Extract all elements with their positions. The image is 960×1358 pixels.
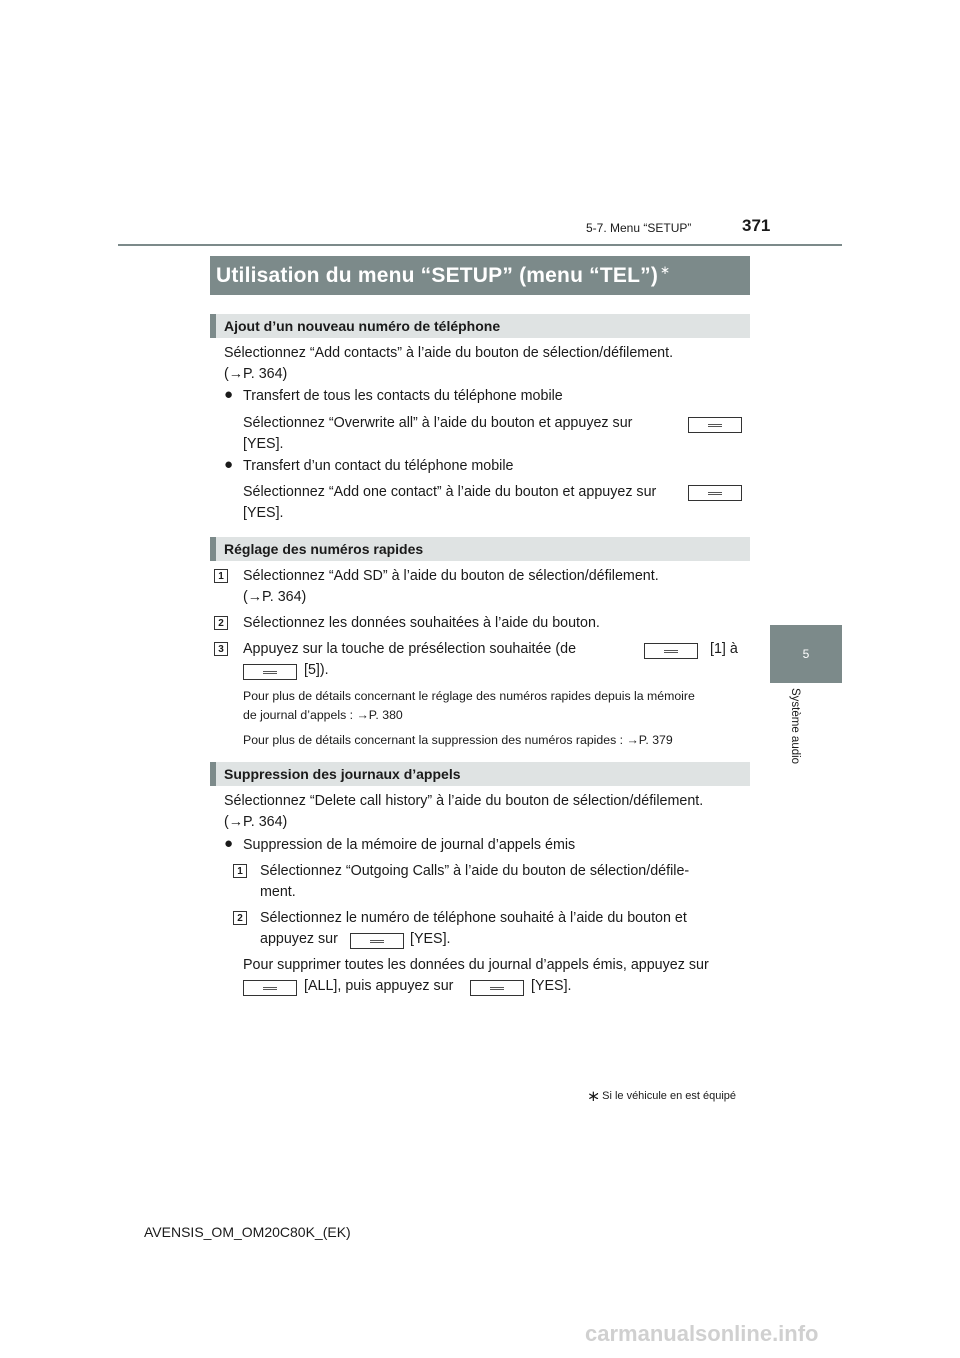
section3-step2-line1: Sélectionnez le numéro de téléphone souhaité à l’aide du bouton et	[260, 910, 687, 926]
watermark: carmanualsonline.info	[585, 1321, 819, 1346]
header-section-title: 5-7. Menu “SETUP”	[586, 221, 692, 235]
section2-step1-line1: Sélectionnez “Add SD” à l’aide du bouton de sélection/défilement.	[243, 568, 659, 584]
page-number: 371	[742, 216, 771, 235]
section1-bullet1: Transfert de tous les contacts du téléphone mobile	[243, 388, 563, 404]
section1-bullet1-line2: [YES].	[243, 436, 284, 452]
section1-bullet2: Transfert d’un contact du téléphone mobile	[243, 458, 514, 474]
section-heading-delete-call-history: Suppression des journaux d’appels	[210, 762, 750, 786]
section3-step1-line2: ment.	[260, 884, 296, 900]
section-heading-add-number: Ajout d’un nouveau numéro de téléphone	[210, 314, 750, 338]
section3-intro: Sélectionnez “Delete call history” à l’aide du bouton de sélection/défilement.	[224, 793, 704, 809]
enter-button-icon	[470, 980, 524, 996]
section2-step3-line2: [5]).	[304, 662, 329, 678]
enter-button-icon	[688, 485, 742, 501]
step-number-badge: 1	[233, 864, 247, 878]
section1-bullet2-line1: Sélectionnez “Add one contact” à l’aide du bouton et appuyez sur	[243, 484, 657, 500]
equipment-star: ∗	[660, 262, 671, 277]
bullet-icon: ●	[224, 835, 234, 852]
section2-step3-line1a: Appuyez sur la touche de présélection souhaitée (de	[243, 641, 577, 657]
footnote-text: : Si le véhicule en est équipé	[596, 1090, 737, 1102]
all-button-icon	[243, 980, 297, 996]
chapter-side-title	[778, 688, 812, 788]
bullet-icon: ●	[224, 456, 234, 473]
section3-all-line2a: [ALL], puis appuyez sur	[304, 978, 454, 994]
section2-step2: Sélectionnez les données souhaitées à l’aide du bouton.	[243, 615, 600, 631]
section2-note1-line2: de journal d’appels : →P. 380	[243, 708, 403, 722]
section-heading-speed-dial: Réglage des numéros rapides	[210, 537, 750, 561]
section2-step1-line2: (→P. 364)	[243, 589, 307, 605]
preset-button-icon	[644, 643, 698, 659]
step-number-badge: 2	[214, 616, 228, 630]
section3-step2-line2a: appuyez sur	[260, 931, 338, 947]
section2-step3-line1b: [1] à	[710, 641, 738, 657]
section1-bullet2-line2: [YES].	[243, 505, 284, 521]
section3-all-line1: Pour supprimer toutes les données du journal d’appels émis, appuyez sur	[243, 957, 709, 973]
preset-button-icon	[243, 664, 297, 680]
main-title-banner	[210, 256, 750, 295]
section3-ref: (→P. 364)	[224, 814, 288, 830]
bullet-icon: ●	[224, 386, 234, 403]
section1-bullet1-line1: Sélectionnez “Overwrite all” à l’aide du bouton et appuyez sur	[243, 415, 633, 431]
step-number-badge: 3	[214, 642, 228, 656]
header-rule	[118, 244, 842, 246]
section1-ref: (→P. 364)	[224, 366, 288, 382]
section3-all-line2b: [YES].	[531, 978, 572, 994]
section3-bullet1: Suppression de la mémoire de journal d’appels émis	[243, 837, 576, 853]
section2-note1-line1: Pour plus de détails concernant le réglage des numéros rapides depuis la mémoire	[243, 689, 695, 703]
footnote-star: ∗	[587, 1088, 600, 1105]
section2-note2: Pour plus de détails concernant la suppression des numéros rapides : →P. 379	[243, 733, 673, 747]
document-code: AVENSIS_OM_OM20C80K_(EK)	[144, 1224, 351, 1240]
main-title-text: Utilisation du menu “SETUP” (menu “TEL”)	[216, 263, 659, 287]
section3-step2-line2b: [YES].	[410, 931, 451, 947]
enter-button-icon	[688, 417, 742, 433]
chapter-tab: 5	[770, 625, 842, 683]
step-number-badge: 1	[214, 569, 228, 583]
enter-button-icon	[350, 933, 404, 949]
section1-intro: Sélectionnez “Add contacts” à l’aide du bouton de sélection/défilement.	[224, 345, 674, 361]
section3-step1-line1: Sélectionnez “Outgoing Calls” à l’aide du bouton de sélection/défile-	[260, 863, 690, 879]
step-number-badge: 2	[233, 911, 247, 925]
chapter-side-title-text: Système audio	[789, 688, 801, 765]
